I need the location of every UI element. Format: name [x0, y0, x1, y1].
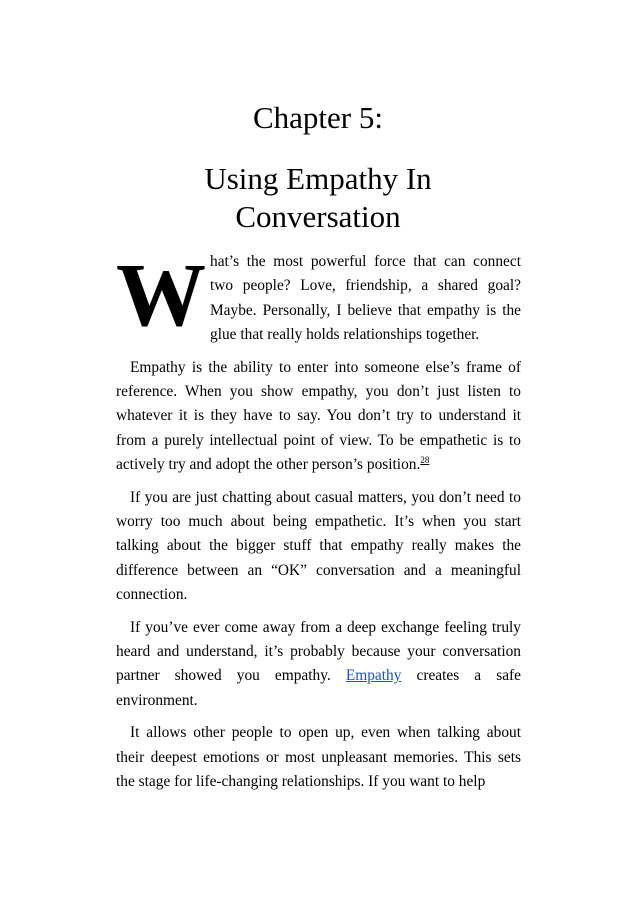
paragraph-5	[116, 721, 521, 794]
chapter-title-line-2: Conversation	[235, 199, 401, 234]
chapter-label: Chapter 5:	[253, 100, 383, 135]
paragraph-3-text: If you are just chatting about casual matters, you don’t need to worry too much about being empathetic. It’s when you start talking about the bigger stuff that empathy really makes the difference between an “OK” conversation and a meaningful connection.	[116, 488, 521, 603]
paragraph-4-text-before: If you’ve ever come away from a deep exchange feeling truly heard and understand, it’s probably because your conversation partner showed you empathy.	[116, 618, 521, 685]
paragraph-2-text: Empathy is the ability to enter into someone else’s frame of reference. When you show empathy, you don’t just listen to whatever it is they have to say. You don’t try to understand it from a purely intellectual point of view. To be empathetic is to actively try and adopt the other person’s position.	[116, 358, 521, 473]
paragraph-5-text: It allows other people to open up, even when talking about their deepest emotions or most unpleasant memories. This sets the stage for life-changing relationships. If you want to help	[116, 724, 521, 790]
chapter-title	[0, 160, 636, 236]
paragraph-4-text-after: creates a safe environment.	[116, 667, 521, 709]
footnote-reference[interactable]: 28	[420, 454, 430, 465]
paragraph-3	[116, 486, 521, 607]
chapter-body	[116, 246, 521, 803]
drop-cap: W	[116, 246, 204, 345]
paragraph-1	[116, 246, 521, 347]
paragraph-2	[116, 356, 521, 477]
empathy-link[interactable]: Empathy	[345, 667, 402, 685]
chapter-title-line-1: Using Empathy In	[204, 161, 432, 196]
paragraph-1-text: hat’s the most powerful force that can connect two people? Love, friendship, a shared goal? Maybe. Personally, I believe that empathy is the glue that really holds relationships together.	[210, 253, 521, 343]
paragraph-4	[116, 616, 521, 713]
